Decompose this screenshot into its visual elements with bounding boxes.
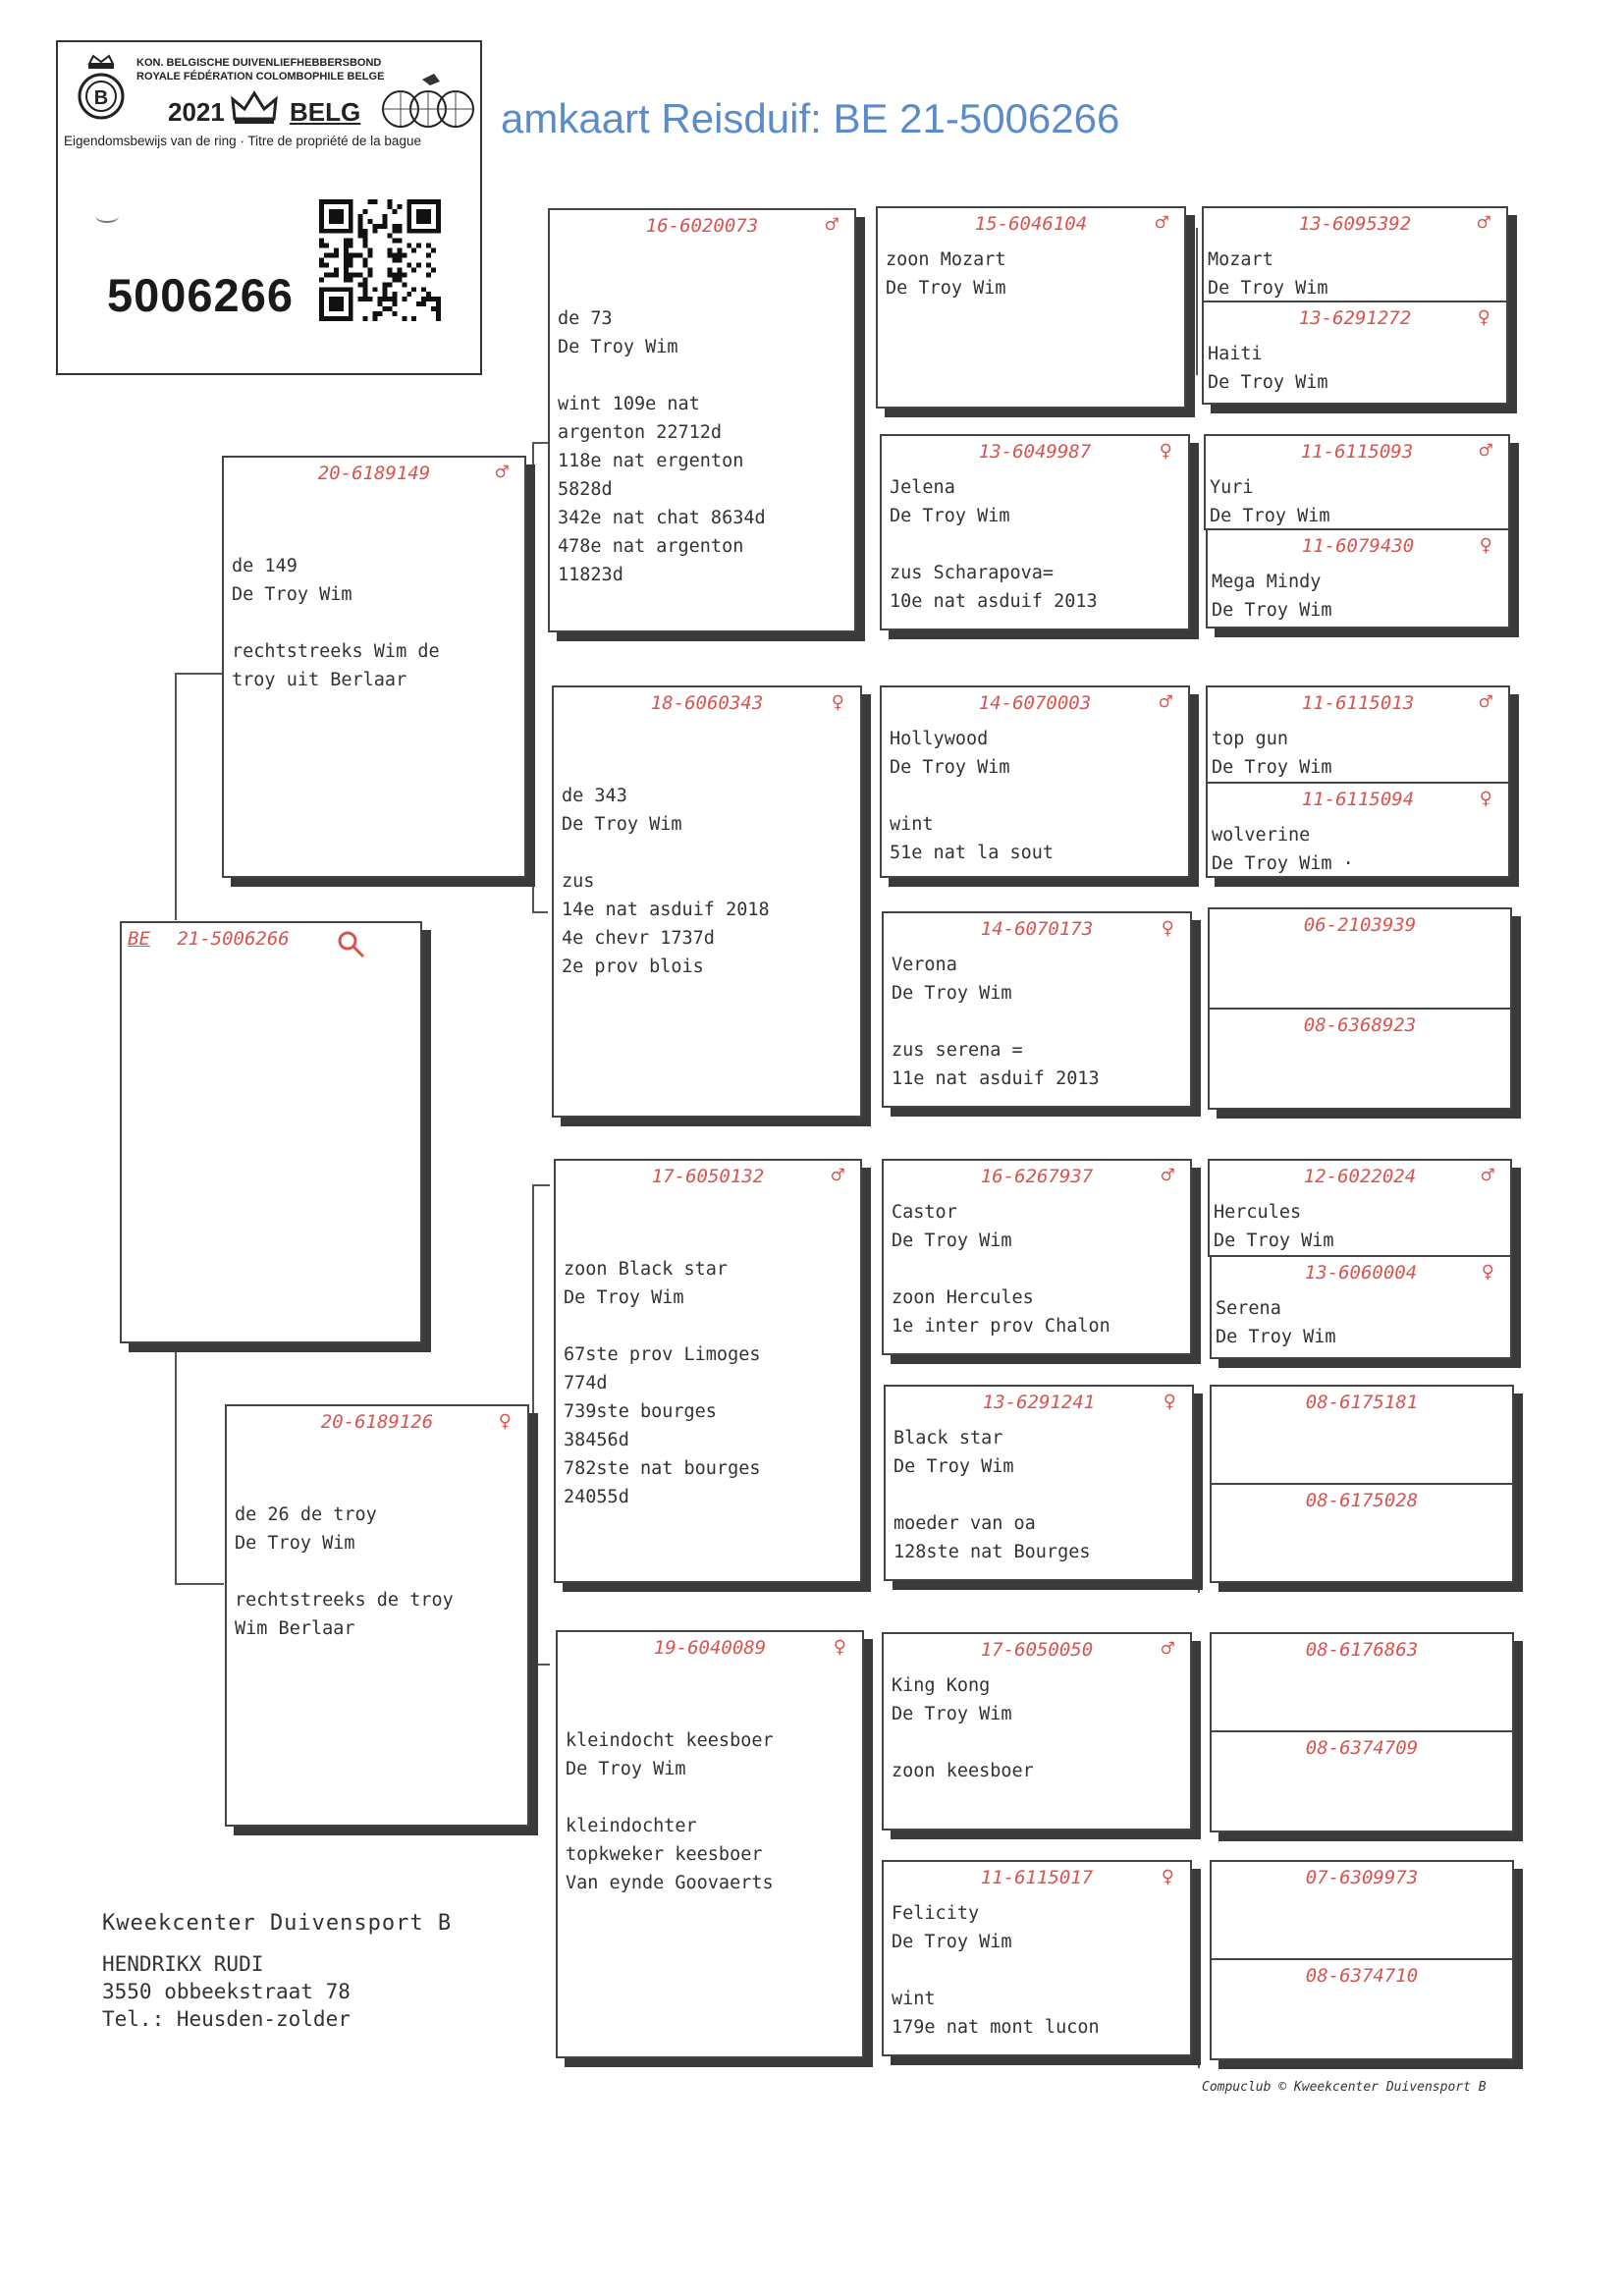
subject-box[interactable] [120,921,422,1343]
ring-number: 08-6175028 [1305,1490,1419,1511]
gen4-box-12[interactable] [1210,1485,1514,1583]
page-title: amkaart Reisduif: BE 21-5006266 [501,95,1120,141]
female-icon: ♀ [1479,533,1492,558]
ring-number: 14-6070173 [980,918,1094,940]
female-icon: ♀ [498,1409,512,1434]
ring-number: 11-6115093 [1300,441,1414,463]
female-icon: ♀ [1159,439,1172,464]
certificate-country: BELG [290,97,361,127]
ring-number: 06-2103939 [1303,914,1417,936]
connector-line [532,442,548,444]
gen3-box-1[interactable] [876,206,1186,409]
ring-number: 15-6046104 [974,213,1088,235]
gen4-box-2[interactable] [1202,302,1508,405]
ring-certificate [56,40,482,375]
pigeon-details: Mega Mindy De Troy Wim [1212,572,1332,621]
female-icon: ♀ [1161,916,1174,941]
gen3-box-6[interactable] [884,1385,1194,1581]
pigeon-details: Black star De Troy Wim moeder van oa 128ste nat Bourges [893,1428,1091,1562]
royal-crown-emblem-icon [72,50,131,129]
ring-number: 14-6070003 [978,692,1092,714]
connector-line [175,673,222,675]
pigeon-details: Yuri De Troy Wim [1210,477,1330,526]
gen4-box-8[interactable] [1208,1010,1512,1110]
pigeon-details: King Kong De Troy Wim zoon keesboer [892,1675,1034,1781]
ring-number: 08-6176863 [1305,1639,1419,1661]
gen3-box-7[interactable] [882,1632,1192,1831]
pigeon-details: zoon Mozart De Troy Wim [886,249,1006,299]
gen4-box-3[interactable] [1204,434,1510,530]
male-icon: ♂ [1155,211,1168,236]
breeder-name: Kweekcenter Duivensport B [102,1911,453,1936]
pigeon-details: Jelena De Troy Wim zus Scharapova= 10e nat asduif 2013 [890,477,1098,612]
male-icon: ♂ [831,1164,844,1188]
pigeon-details: Hollywood De Troy Wim wint 51e nat la sout [890,729,1055,863]
pigeon-details: Felicity De Troy Wim wint 179e nat mont lucon [892,1903,1100,2038]
ring-number: 13-6291272 [1298,307,1412,329]
ring-number: 12-6022024 [1303,1166,1417,1187]
qr-code-icon [319,199,441,321]
female-icon: ♀ [1161,1865,1174,1889]
pigeon-details: de 149 De Troy Wim rechtstreeks Wim de troy uit Berlaar [232,556,440,690]
connector-line [1198,1687,1200,1838]
pigeon-details: Serena De Troy Wim [1216,1298,1336,1347]
female-icon: ♀ [1163,1390,1176,1414]
ring-number: 08-6368923 [1303,1014,1417,1036]
gen2-box-2[interactable] [552,685,862,1118]
pigeon-globe-logo-icon [379,72,477,131]
ring-number: 11-6115013 [1301,692,1415,714]
gen4-box-10[interactable] [1210,1257,1512,1359]
search-icon[interactable] [336,929,367,960]
gen4-box-11[interactable] [1210,1385,1514,1485]
ring-number: 11-6079430 [1301,535,1415,557]
male-icon: ♂ [495,461,509,485]
ring-number: 13-6095392 [1298,213,1412,235]
female-icon: ♀ [833,1635,846,1660]
connector-line [862,1279,864,1506]
pigeon-details: Haiti De Troy Wim [1208,344,1328,393]
breeder-address: 3550 obbeekstraat 78 [102,1980,351,2003]
male-icon: ♂ [1479,690,1492,715]
pigeon-details: Mozart De Troy Wim [1208,249,1328,299]
pigeon-details: de 343 De Troy Wim zus 14e nat asduif 2018 4e chevr 1737d 2e prov blois [562,786,770,977]
female-icon: ♀ [1481,1260,1494,1284]
svg-text:B: B [93,87,109,109]
connector-line [1196,949,1198,1106]
male-icon: ♂ [1161,1637,1174,1662]
pigeon-details: kleindocht keesboer De Troy Wim kleindochter topkweker keesboer Van eynde Goovaerts [566,1730,774,1893]
pigeon-details: Verona De Troy Wim zus serena = 11e nat asduif 2013 [892,955,1100,1089]
connector-line [175,673,177,920]
connector-line [532,442,534,913]
connector-line [532,1664,550,1666]
certificate-year: 2021 [168,97,225,127]
crown-icon [229,89,280,127]
gen4-box-15[interactable] [1210,1860,1514,1960]
org-line-french: ROYALE FÉDÉRATION COLOMBOPHILE BELGE [136,71,385,82]
gen1-sire-box[interactable] [222,456,526,878]
connector-line [532,1184,550,1186]
pigeon-details: top gun De Troy Wim [1212,729,1332,778]
connector-line [862,324,864,550]
ring-number: 13-6060004 [1304,1262,1418,1284]
connector-line [1196,725,1198,872]
gen4-box-1[interactable] [1202,206,1508,302]
gen4-box-13[interactable] [1210,1632,1514,1732]
gen1-dam-box[interactable] [225,1404,529,1827]
gen3-box-3[interactable] [880,685,1190,878]
gen4-box-7[interactable] [1208,907,1512,1010]
gen4-box-14[interactable] [1210,1732,1514,1832]
certificate-ring-number: 5006266 [107,269,294,321]
connector-line [1196,479,1198,627]
male-icon: ♂ [1481,1164,1494,1188]
ring-number: 11-6115017 [980,1867,1094,1888]
breeder-owner: HENDRIKX RUDI [102,1952,264,1976]
gen4-box-16[interactable] [1210,1960,1514,2060]
pigeon-details: Hercules De Troy Wim [1214,1202,1334,1251]
gen3-box-8[interactable] [882,1860,1192,2056]
connector-line [862,799,864,1031]
gen4-box-6[interactable] [1206,784,1510,878]
ring-number: 16-6020073 [645,215,759,237]
female-icon: ♀ [1479,787,1492,811]
male-icon: ♂ [1477,211,1490,236]
breeder-tel: Tel.: Heusden-zolder [102,2007,351,2031]
org-line-dutch: KON. BELGISCHE DUIVENLIEFHEBBERSBOND [136,57,382,69]
ring-number: 11-6115094 [1301,789,1415,810]
male-icon: ♂ [825,213,839,238]
ring-number: 20-6189126 [320,1411,434,1433]
female-icon: ♀ [1477,305,1490,330]
gen4-box-9[interactable] [1208,1159,1512,1257]
male-icon: ♂ [1159,690,1172,715]
ring-number: 13-6291241 [982,1392,1096,1413]
connector-line [175,1338,177,1583]
ring-number: 13-6049987 [978,441,1092,463]
subject-ring: 21-5006266 [177,928,290,950]
ring-number: 17-6050050 [980,1639,1094,1661]
connector-line [1196,228,1198,375]
stamp-mark [95,209,119,223]
ring-number: 18-6060343 [650,692,764,714]
gen2-box-3[interactable] [554,1159,862,1583]
gen2-box-4[interactable] [556,1630,864,2058]
pigeon-details: wolverine De Troy Wim · [1212,825,1354,874]
gen4-box-4[interactable] [1206,530,1510,628]
connector-line [1198,1915,1200,2068]
certificate-organization [136,56,384,83]
pigeon-details: zoon Black star De Troy Wim 67ste prov Limoges 774d 739ste bourges 38456d 782ste nat bourges 24055d [564,1259,761,1507]
gen3-box-4[interactable] [882,911,1192,1108]
female-icon: ♀ [831,690,844,715]
connector-line [532,911,548,913]
connector-line [532,1184,534,1666]
copyright-footer: Compuclub © Kweekcenter Duivensport B [1202,2080,1487,2095]
pigeon-details: de 26 de troy De Troy Wim rechtstreeks de troy Wim Berlaar [235,1504,454,1639]
ring-number: 20-6189149 [317,463,431,484]
connector-line [1198,1200,1200,1345]
ring-number: 08-6374709 [1305,1737,1419,1759]
pigeon-details: de 73 De Troy Wim wint 109e nat argenton 22712d 118e nat ergenton 5828d 342e nat chat 8634d 478e nat argenton 11823d [558,308,766,585]
ring-number: 07-6309973 [1305,1867,1419,1888]
male-icon: ♂ [1161,1164,1174,1188]
ring-number: 08-6175181 [1305,1392,1419,1413]
pigeon-details: Castor De Troy Wim zoon Hercules 1e inter prov Chalon [892,1202,1110,1337]
connector-line [1198,1440,1200,1593]
ring-number: 19-6040089 [653,1637,767,1659]
gen2-box-1[interactable] [548,208,856,632]
certificate-subtitle: Eigendomsbewijs van de ring · Titre de propriété de la bague [64,134,421,148]
ring-number: 08-6374710 [1305,1965,1419,1987]
ring-number: 17-6050132 [651,1166,765,1187]
subject-prefix: BE [128,928,150,950]
connector-line [175,1583,224,1585]
gen3-box-2[interactable] [880,434,1190,630]
ring-number: 16-6267937 [980,1166,1094,1187]
male-icon: ♂ [1479,439,1492,464]
gen3-box-5[interactable] [882,1159,1192,1355]
gen4-box-5[interactable] [1206,685,1510,784]
